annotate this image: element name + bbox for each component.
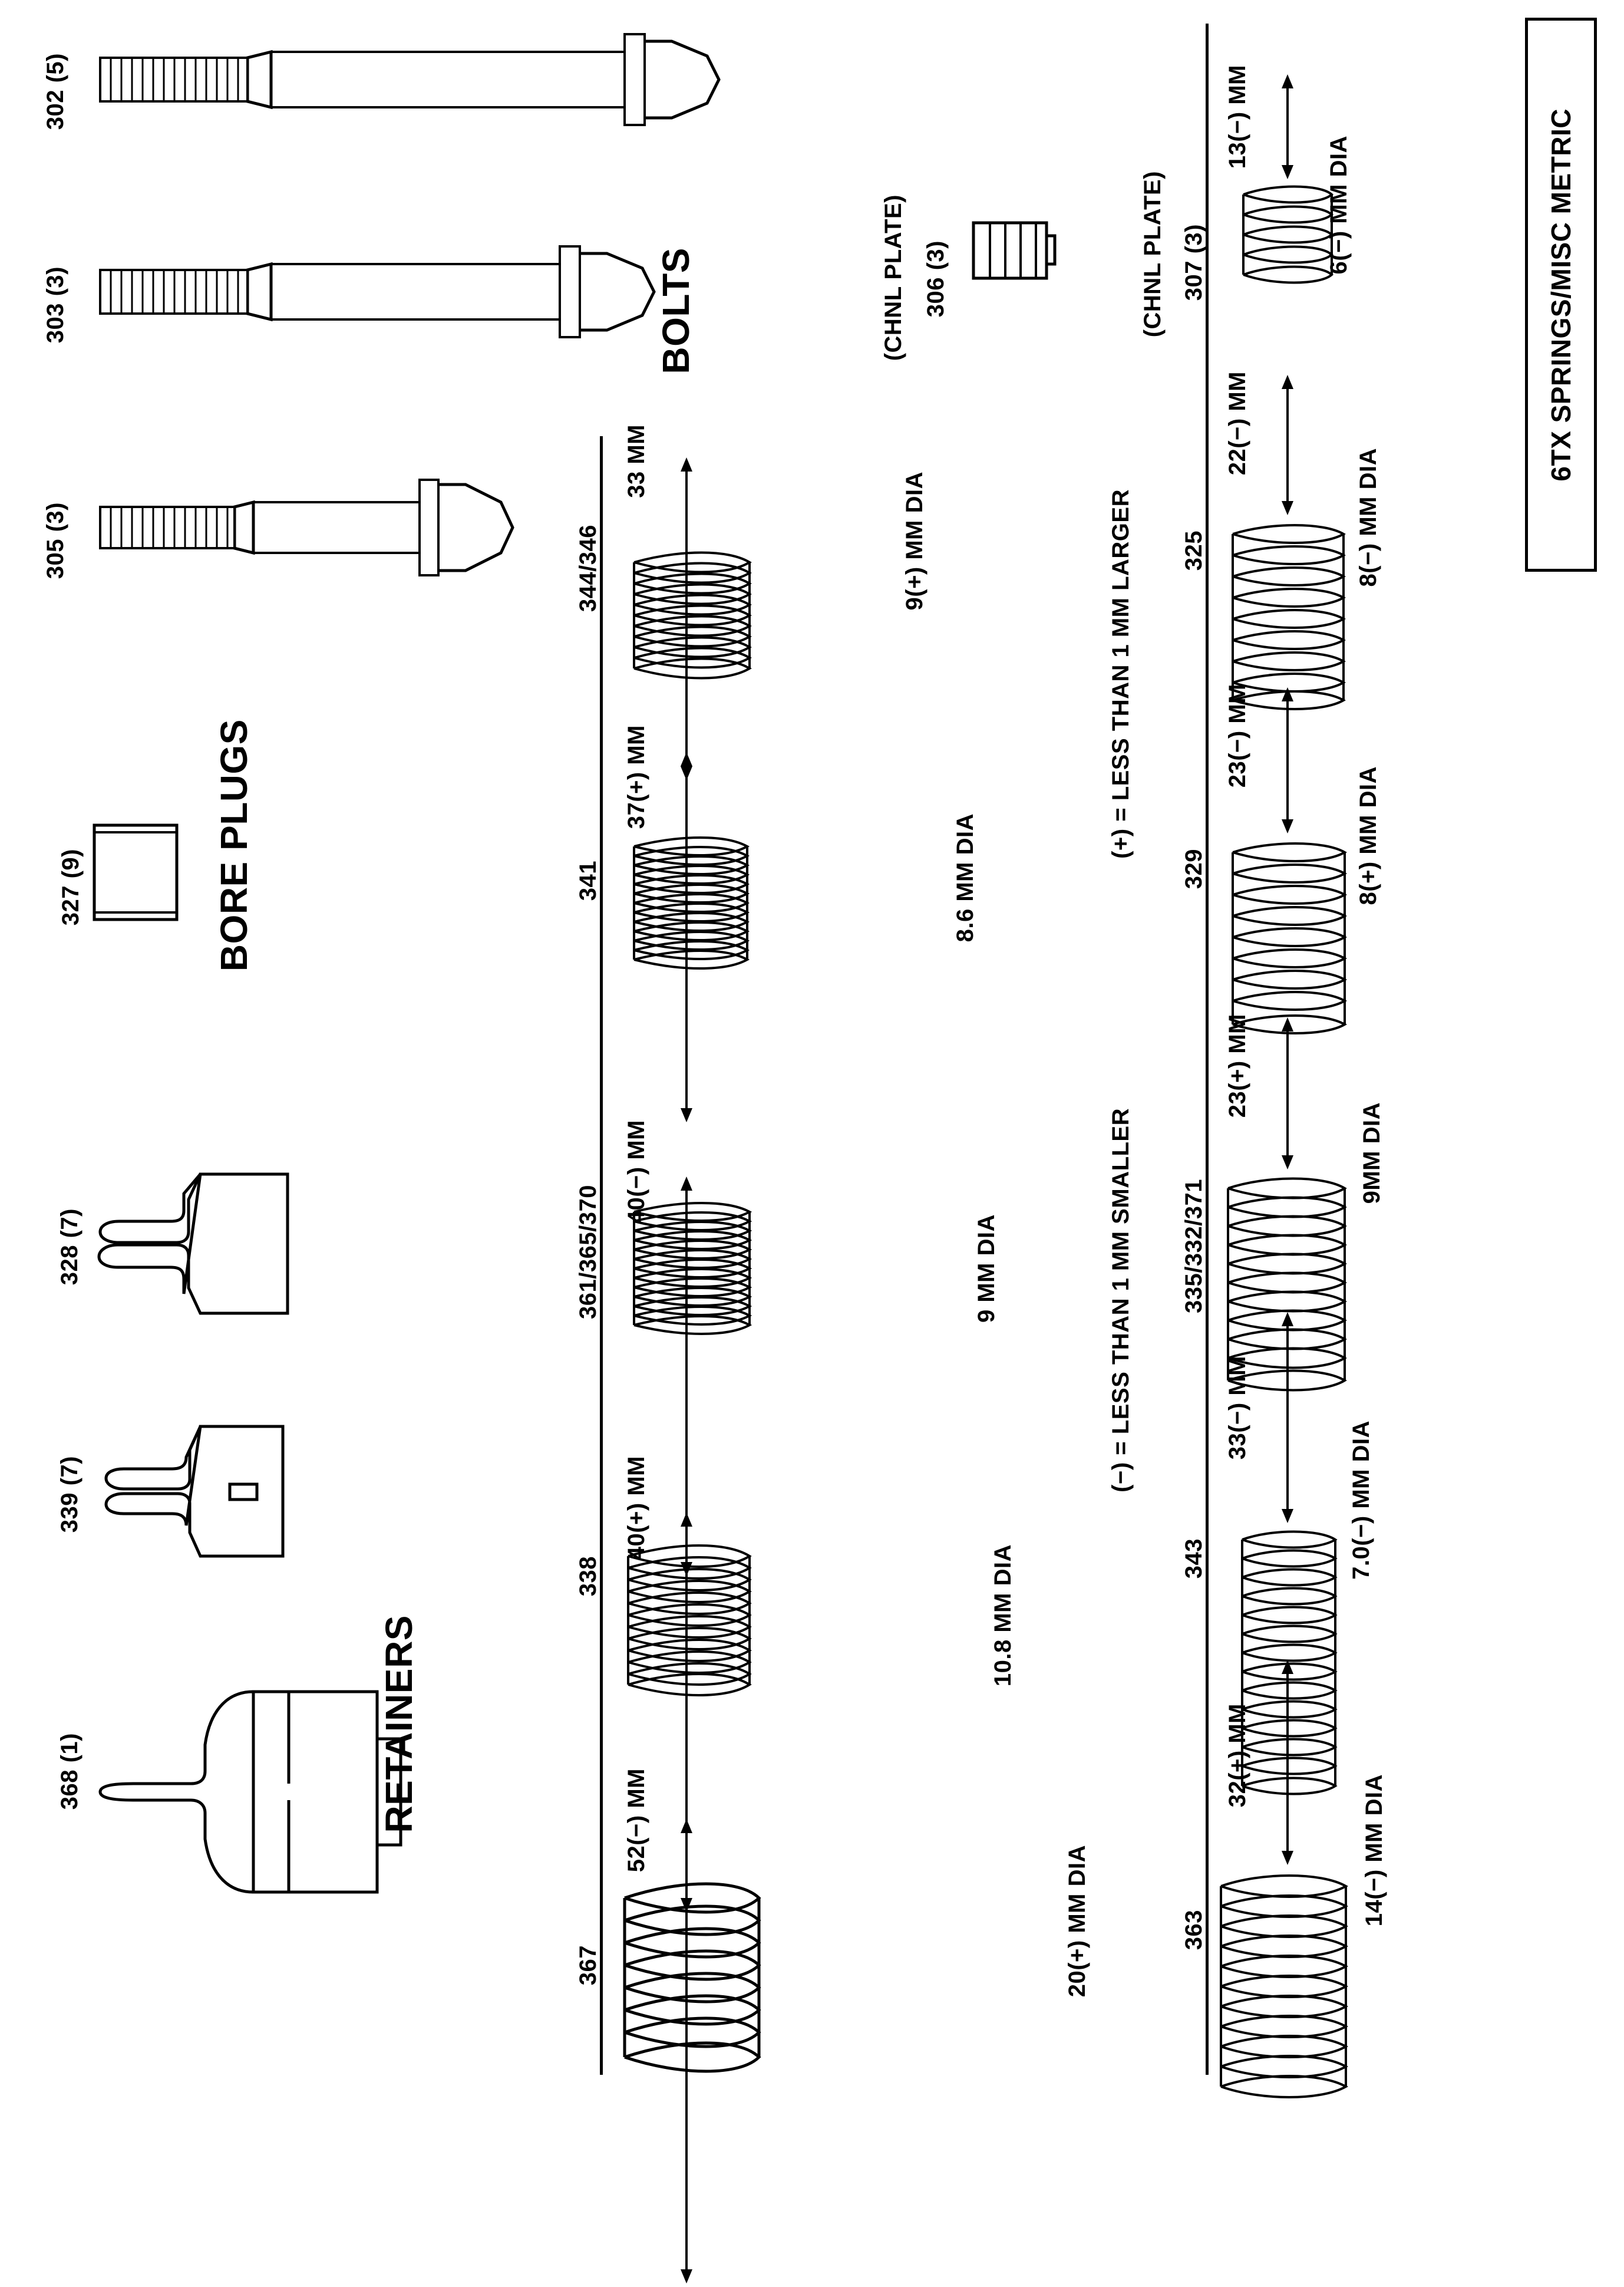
spring-361-length: 40(−) MM xyxy=(623,1120,649,1224)
section-heading-bore-plugs: BORE PLUGS xyxy=(213,719,255,972)
spring-307-length: 13(−) MM xyxy=(1224,65,1250,169)
misc-306-label: 306 (3) xyxy=(923,240,949,318)
bore-plug-327 xyxy=(88,819,183,925)
spring-329 xyxy=(1217,837,1359,1043)
misc-306 xyxy=(966,212,1061,289)
spring-344-label: 344/346 xyxy=(575,525,601,612)
bolt-302 xyxy=(77,24,731,136)
spring-329-label: 329 xyxy=(1181,849,1207,889)
retainer-339-label: 339 (7) xyxy=(57,1456,82,1533)
bolt-302-label: 302 (5) xyxy=(42,53,68,130)
misc-306-note: (CHNL PLATE) xyxy=(880,195,906,361)
retainer-368-label: 368 (1) xyxy=(57,1733,82,1810)
spring-307-note: (CHNL PLATE) xyxy=(1140,171,1166,338)
page-title: 6TX SPRINGS/MISC METRIC xyxy=(1546,108,1576,482)
spring-341-dia: 8.6 MM DIA xyxy=(952,813,978,943)
spring-341-length: 37(+) MM xyxy=(623,725,649,829)
spring-341-dim-length xyxy=(666,749,707,1126)
spring-367-dia: 20(+) MM DIA xyxy=(1064,1845,1090,1998)
spring-363-dim-length xyxy=(1267,1656,1308,1869)
bore-plug-327-label: 327 (9) xyxy=(58,849,84,926)
spring-343-dim-length xyxy=(1267,1309,1308,1527)
legend-plus: (+) = LESS THAN 1 MM LARGER xyxy=(1108,489,1134,859)
spring-367-dim-length xyxy=(666,1815,707,2287)
divider-right-column xyxy=(1206,24,1209,2075)
spring-325-dim-length xyxy=(1267,371,1308,519)
bolt-303-label: 303 (3) xyxy=(42,266,68,344)
retainer-328-label: 328 (7) xyxy=(57,1208,82,1286)
bolt-305-label: 305 (3) xyxy=(42,502,68,579)
spring-363 xyxy=(1204,1869,1364,2104)
spring-335-dim-length xyxy=(1267,1014,1308,1173)
spring-363-dia: 14(−) MM DIA xyxy=(1361,1774,1387,1927)
spring-338-dia: 10.8 MM DIA xyxy=(990,1544,1016,1687)
spring-307-dim-length xyxy=(1267,71,1308,183)
section-heading-retainers: RETAINERS xyxy=(378,1615,420,1833)
spring-361-label: 361/365/370 xyxy=(575,1185,601,1319)
spring-329-length: 23(−) MM xyxy=(1224,684,1250,788)
bolt-303 xyxy=(77,236,666,348)
spring-361-dia: 9 MM DIA xyxy=(973,1214,999,1323)
spring-338-label: 338 xyxy=(575,1556,601,1597)
spring-335-label: 335/332/371 xyxy=(1181,1179,1207,1313)
spring-325-label: 325 xyxy=(1181,530,1207,571)
retainer-339 xyxy=(82,1415,295,1568)
spring-335-length: 23(+) MM xyxy=(1224,1014,1250,1118)
spring-307-label: 307 (3) xyxy=(1181,224,1207,301)
title-box xyxy=(1525,18,1597,572)
section-heading-bolts: BOLTS xyxy=(655,248,697,374)
spring-367-label: 367 xyxy=(575,1945,601,1986)
spring-329-dim-length xyxy=(1267,684,1308,837)
spring-363-length: 32(+) MM xyxy=(1224,1703,1250,1808)
spring-343-dia: 7.0(−) MM DIA xyxy=(1348,1421,1374,1580)
spring-329-dia: 8(+) MM DIA xyxy=(1355,766,1381,905)
spring-335-dia: 9MM DIA xyxy=(1359,1102,1385,1204)
spring-307-dia: 6(−) MM DIA xyxy=(1326,136,1352,275)
spring-343-length: 33(−) MM xyxy=(1224,1356,1250,1460)
spring-344-dia: 9(+) MM DIA xyxy=(902,472,927,611)
spring-344-dim-length xyxy=(666,454,707,784)
spring-363-label: 363 xyxy=(1181,1910,1207,1950)
legend-minus: (−) = LESS THAN 1 MM SMALLER xyxy=(1108,1108,1134,1492)
retainer-328 xyxy=(82,1167,295,1320)
bolt-305 xyxy=(77,472,524,584)
spring-367-length: 52(−) MM xyxy=(623,1768,649,1873)
spring-344-length: 33 MM xyxy=(623,424,649,498)
retainer-368 xyxy=(77,1668,407,1916)
spring-343-label: 343 xyxy=(1181,1538,1207,1579)
spring-325-dia: 8(−) MM DIA xyxy=(1355,448,1381,587)
spring-325-length: 22(−) MM xyxy=(1224,371,1250,476)
spring-338-length: 40(+) MM xyxy=(623,1456,649,1560)
spring-341-label: 341 xyxy=(575,861,601,901)
